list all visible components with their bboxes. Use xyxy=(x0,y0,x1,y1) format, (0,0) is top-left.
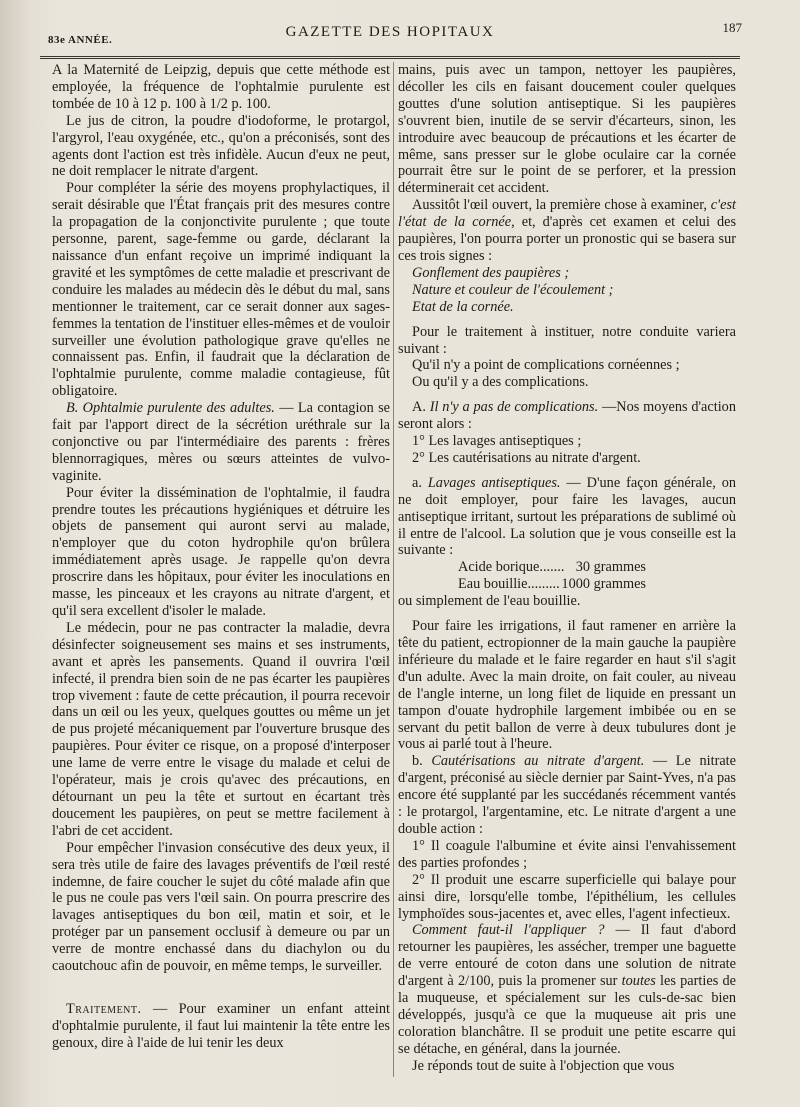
paragraph: Pour éviter la dissémination de l'ophtalmie, il faudra prendre toutes les précautions hygiéniques et détruire les objets de pansement qui auront servi au malade, n'employer que du coton hydrophile qu'on brûlera immédiatement après usage. Je rappelle qu'on devra proscrire dans les hôpitaux, pour éviter les inoculations en masse, les pinceaux et les crayons au nitrate d'argent, et qu'il sera excellent d'isoler le malade. xyxy=(52,484,390,619)
formula-row xyxy=(398,559,736,576)
journal-title: GAZETTE DES HOPITAUX xyxy=(285,24,495,40)
paragraph: mains, puis avec un tampon, nettoyer les paupières, décoller les cils en faisant doucement couler quelques gouttes d'une solution antiseptique. Si les paupières s'ouvrent bien, inutile de se servir d'écarteurs, sinon, les introduire avec beaucoup de précautions et les écarter de même, sans presser sur le globe oculaire car la cornée pourrait être sur le point de se perforer, et la pression déterminerait cet accident. xyxy=(398,62,736,197)
paragraph: Pour empêcher l'invasion consécutive des deux yeux, il sera très utile de faire des lavages préventifs de l'œil resté indemne, de faire coucher le sujet du côté malade afin que le pus ne coule pas vers l'œil sain. On pourra prescrire des lavages antiseptiques du bon œil, matin et soir, et le protéger par un pansement occlusif à demeure ou par un verre de montre enchassé dans du diachylon ou du caoutchouc afin de pouvoir, en même temps, le surveiller. xyxy=(52,839,390,975)
sign-item: Nature et couleur de l'écoulement ; xyxy=(412,281,614,298)
emphasis: Comment faut-il l'appliquer ? xyxy=(412,922,605,939)
section-letter: a. xyxy=(412,474,428,491)
section-paragraph xyxy=(398,753,736,838)
section-heading: Cautérisations au nitrate d'argent. xyxy=(431,753,645,770)
paragraph: 1° Il coagule l'albumine et évite ainsi l'envahissement des parties profondes ; xyxy=(398,837,736,871)
paragraph: Qu'il n'y a point de complications cornéennes ; xyxy=(412,357,680,374)
header-rule xyxy=(40,56,740,59)
section-paragraph xyxy=(398,475,736,560)
running-head xyxy=(40,18,740,52)
paragraph: ou simplement de l'eau bouillie. xyxy=(398,593,581,610)
volume-year: 83e ANNÉE. xyxy=(48,34,113,46)
section-heading: B. Ophtalmie purulente des adultes. xyxy=(66,400,275,417)
paragraph: Pour le traitement à instituer, notre conduite variera suivant : xyxy=(398,323,736,357)
paragraph-text: — Pour examiner un enfant atteint d'ophtalmie purulente, il faut lui maintenir la tête entre les genoux, dire à l'aide de lui tenir les deux xyxy=(52,1000,390,1051)
section-heading: Il n'y a pas de complications. xyxy=(429,399,599,416)
quantity: 30 grammes xyxy=(575,559,646,576)
paragraph-text: Aussitôt l'œil ouvert, la première chose à examiner, xyxy=(412,197,711,214)
paragraph-text: — La contagion se fait par l'apport direct de la sécrétion uréthrale sur la conjonctive ou par l'intermédiaire des parents : frères blennorragiques, mères ou sœurs atteintes de vulvo-vaginite. xyxy=(52,400,390,484)
list-item: 1° Les lavages antiseptiques ; xyxy=(412,433,582,450)
paragraph: A la Maternité de Leipzig, depuis que cette méthode est employée, la fréquence de l'ophtalmie purulente est tombée de 10 à 12 p. 100 à 1/2 p. 100. xyxy=(52,62,390,112)
section-letter: A. xyxy=(412,399,430,416)
formula-row xyxy=(398,576,736,593)
paragraph: Le médecin, pour ne pas contracter la maladie, devra désinfecter soigneusement ses mains et ses instruments, avant et après les pansements. Quand il ouvrira l'œil infecté, il prendra bien soin de ne pas écarter les paupières trop vivement : faute de cette précaution, il pourra recevoir dans un œil ou les yeux, quelques gouttes ou même un jet de pus projeté mécaniquement par l'ouverture brusque des paupières. Pour éviter ce risque, on a proposé d'interposer une lame de verre entre le visage du malade et celui de l'opérateur, mais je crois qu'avec des précautions, en détournant un peu la tête et surtout en écartant très doucement les paupières, on peut se mettre facilement à l'abri de cet accident. xyxy=(52,619,390,839)
paragraph: Pour compléter la série des moyens prophylactiques, il serait désirable que l'État français prit des mesures contre la propagation de la conjonctivite purulente ; que toute personne, parent, sage-femme ou garde, déclarant la naissance d'un enfant reçoive un imprimé indiquant la gravité et les symptômes de cette maladie et prescrivant de conduire les malades au médecin dès le début du mal, sans mentionner le traitement, car ce serait donner aux sages-femmes la tentation de l'instituer elles-mêmes et de vouloir surveiller une évolution pathologique grave qu'elles ne connaissent pas. Enfin, il faudrait que la déclaration de l'ophtalmie purulente, comme maladie contagieuse, fût obligatoire. xyxy=(52,180,390,400)
paragraph-text: — Il faut d'abord retourner les paupières, les assécher, tremper une baguette de verre entouré de coton dans une solution de nitrate d'argent à 2/100, puis la promener sur xyxy=(398,922,736,990)
paragraph: Je réponds tout de suite à l'objection que vous xyxy=(412,1057,675,1074)
section-paragraph xyxy=(52,400,390,485)
ingredient: Acide borique....... xyxy=(458,559,565,576)
section-heading: Lavages antiseptiques. xyxy=(427,474,561,491)
section-paragraph xyxy=(52,1001,390,1052)
sign-item: Etat de la cornée. xyxy=(412,298,514,315)
paragraph-text: —Nos moyens d'action seront alors : xyxy=(398,399,736,433)
paragraph-text: — D'une façon générale, on ne doit employer, pour faire les lavages, aucun antiseptique irritant, surtout les préparations de sublimé où il entre de l'alcool. La solution que je vous conseille est la suivante : xyxy=(398,474,736,559)
paragraph-text: les parties de la muqueuse, et spécialement sur les culs-de-sac bien développés, jusqu'à ce que la muqueuse ait pris une coloration blanchâtre. Il se produit une petite escarre qui se détache, en général, dans la journée. xyxy=(398,973,736,1057)
paragraph xyxy=(398,197,736,265)
sign-item: Gonflement des paupières ; xyxy=(412,264,570,281)
right-column xyxy=(398,62,736,1072)
ingredient: Eau bouillie......... xyxy=(458,576,560,593)
paragraph-text: — Le nitrate d'argent, préconisé au siècle dernier par Saint-Yves, n'a pas encore été supplanté par les succédanés récemment vantés : le protargol, l'argentamine, etc. Le nitrate d'argent a une double action : xyxy=(398,753,736,837)
emphasis: c'est l'état de la cornée xyxy=(398,197,736,231)
paragraph-text: , et, d'après cet examen et celui des paupières, l'on pourra porter un pronostic qui se basera sur ces trois signes : xyxy=(398,214,737,264)
left-column xyxy=(52,62,390,1072)
section-letter: b. xyxy=(412,753,432,770)
paragraph: Le jus de citron, la poudre d'iodoforme, le protargol, l'argyrol, l'eau oxygénée, etc., qu'on a préconisés, sont des agents dont l'action est très infidèle. Aucun d'eux ne peut, ne doit remplacer le nitrate d'argent. xyxy=(52,112,390,180)
quantity: 1000 grammes xyxy=(561,576,646,593)
paragraph: Ou qu'il y a des complications. xyxy=(412,374,589,391)
column-divider xyxy=(393,62,394,1077)
section-paragraph xyxy=(398,399,736,433)
emphasis: toutes xyxy=(621,973,656,990)
page-number: 187 xyxy=(722,20,742,35)
paragraph xyxy=(398,922,736,1057)
paragraph: 2° Il produit une escarre superficielle qui balaye pour ainsi dire, lorsqu'elle tombe, l'épithélium, les cellules lymphoïdes sous-jacentes et, avec elles, l'agent infectieux. xyxy=(398,871,736,922)
list-item: 2° Les cautérisations au nitrate d'argent. xyxy=(412,449,641,466)
section-heading: Traitement. xyxy=(66,1000,142,1017)
paragraph: Pour faire les irrigations, il faut ramener en arrière la tête du patient, ectropionner de la main gauche la paupière inférieure du malade et le faire regarder en haut s'il s'agit d'un adulte. Avec la main droite, on fait couler, au niveau de l'angle interne, un long filet de liquide en pressant un tampon d'ouate hydrophile largement imbibée ou en se servant du petit ballon de verre à deux tubulures dont je vous ai parlé tout à l'heure. xyxy=(398,618,736,753)
